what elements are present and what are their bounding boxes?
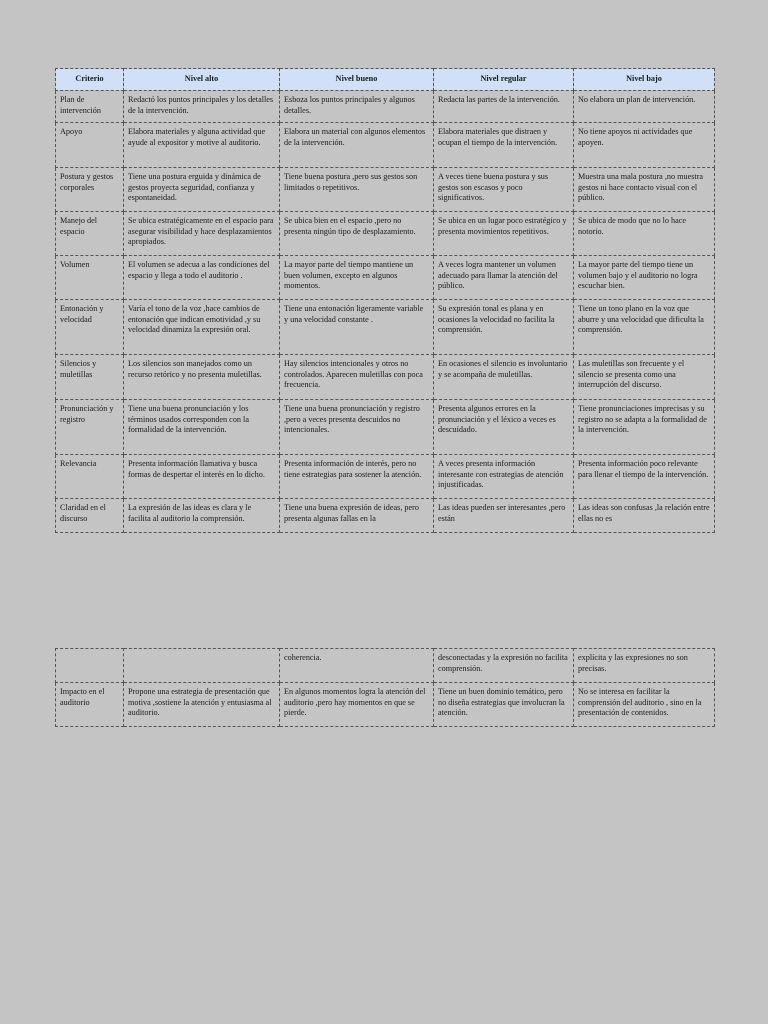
header-row <box>56 69 715 91</box>
table-row <box>56 168 715 212</box>
nivel-bueno-cell: Presenta información de interés, pero no tiene estrategias para sostener la atención. <box>280 455 434 499</box>
criterio-cell: Plan de intervención <box>56 91 124 123</box>
nivel-alto-cell: Los silencios son manejados como un recurso retórico y no presenta muletillas. <box>124 355 280 400</box>
nivel-regular-cell: En ocasiones el silencio es involuntario y se acompaña de muletillas. <box>434 355 574 400</box>
nivel-alto-cell: Tiene una postura erguida y dinámica de gestos proyecta seguridad, confianza y espontaneidad. <box>124 168 280 212</box>
nivel-alto-cell: Tiene una buena pronunciación y los términos usados corresponden con la formalidad de la intervención. <box>124 400 280 455</box>
nivel-bajo-cell: Las muletillas son frecuente y el silencio se presenta como una interrupción del discurso. <box>574 355 715 400</box>
table-row <box>56 355 715 400</box>
criterio-cell: Pronunciación y registro <box>56 400 124 455</box>
nivel-bajo-cell: No se interesa en facilitar la comprensión del auditorio , sino en la presentación de contenidos. <box>574 683 715 727</box>
nivel-regular-cell: A veces presenta información interesante con estrategias de atención injustificadas. <box>434 455 574 499</box>
nivel-regular-cell: Se ubica en un lugar poco estratégico y presenta movimientos repetitivos. <box>434 212 574 256</box>
criterio-cell: Entonación y velocidad <box>56 300 124 355</box>
nivel-bajo-cell: La mayor parte del tiempo tiene un volumen bajo y el auditorio no logra escuchar bien. <box>574 256 715 300</box>
nivel-bajo-cell: explícita y las expresiones no son precisas. <box>574 649 715 683</box>
nivel-alto-cell: Presenta información llamativa y busca formas de despertar el interés en lo dicho. <box>124 455 280 499</box>
nivel-bueno-cell: Tiene una entonación ligeramente variable y una velocidad constante . <box>280 300 434 355</box>
nivel-bueno-cell: Tiene una buena expresión de ideas, pero presenta algunas fallas en la <box>280 499 434 533</box>
nivel-alto-cell: Redactó los puntos principales y los detalles de la intervención. <box>124 91 280 123</box>
table-row <box>56 683 715 727</box>
nivel-bajo-cell: Tiene un tono plano en la voz que aburre y una velocidad que dificulta la comprensión. <box>574 300 715 355</box>
nivel-alto-cell: La expresión de las ideas es clara y le facilita al auditorio la comprensión. <box>124 499 280 533</box>
nivel-alto-cell: Se ubica estratégicamente en el espacio para asegurar visibilidad y hace desplazamientos apropiados. <box>124 212 280 256</box>
criterio-cell: Volumen <box>56 256 124 300</box>
nivel-regular-cell: Redacta las partes de la intervención. <box>434 91 574 123</box>
table-row <box>56 212 715 256</box>
criterio-cell: Relevancia <box>56 455 124 499</box>
rubric-table <box>55 68 715 533</box>
header-nivel-alto: Nivel alto <box>124 69 280 91</box>
nivel-bajo-cell: Las ideas son confusas ,la relación entre ellas no es <box>574 499 715 533</box>
table-row <box>56 123 715 168</box>
header-nivel-bueno: Nivel bueno <box>280 69 434 91</box>
nivel-bajo-cell: Presenta información poco relevante para llenar el tiempo de la intervención. <box>574 455 715 499</box>
nivel-bueno-cell: Se ubica bien en el espacio ,pero no presenta ningún tipo de desplazamiento. <box>280 212 434 256</box>
header-nivel-bajo: Nivel bajo <box>574 69 715 91</box>
nivel-alto-cell: Elabora materiales y alguna actividad que ayude al expositor y motive al auditorio. <box>124 123 280 168</box>
nivel-regular-cell: A veces tiene buena postura y sus gestos son escasos y poco significativos. <box>434 168 574 212</box>
table-row <box>56 91 715 123</box>
criterio-cell: Postura y gestos corporales <box>56 168 124 212</box>
nivel-bajo-cell: Tiene pronunciaciones imprecisas y su registro no se adapta a la formalidad de la intervención. <box>574 400 715 455</box>
nivel-bajo-cell: Se ubica de modo que no lo hace notorio. <box>574 212 715 256</box>
nivel-regular-cell: Elabora materiales que distraen y ocupan el tiempo de la intervención. <box>434 123 574 168</box>
nivel-alto-cell: Propone una estrategia de presentación que motiva ,sostiene la atención y entusiasma al auditorio. <box>124 683 280 727</box>
table-row <box>56 400 715 455</box>
nivel-regular-cell: Tiene un buen dominio temático, pero no diseña estrategias que involucran la atención. <box>434 683 574 727</box>
criterio-cell <box>56 649 124 683</box>
nivel-bajo-cell: Muestra una mala postura ,no muestra gestos ni hace contacto visual con el público. <box>574 168 715 212</box>
table-row <box>56 649 715 683</box>
nivel-alto-cell <box>124 649 280 683</box>
nivel-bueno-cell: Tiene buena postura ,pero sus gestos son limitados o repetitivos. <box>280 168 434 212</box>
criterio-cell: Impacto en el auditorio <box>56 683 124 727</box>
nivel-bueno-cell: La mayor parte del tiempo mantiene un buen volumen, excepto en algunos momentos. <box>280 256 434 300</box>
nivel-alto-cell: El volumen se adecua a las condiciones del espacio y llega a todo el auditorio . <box>124 256 280 300</box>
nivel-bajo-cell: No elabora un plan de intervención. <box>574 91 715 123</box>
criterio-cell: Silencios y muletillas <box>56 355 124 400</box>
header-criterio: Criterio <box>56 69 124 91</box>
rubric-table-continuation <box>55 648 715 727</box>
nivel-bueno-cell: Hay silencios intencionales y otros no controlados. Aparecen muletillas con poca frecuencia. <box>280 355 434 400</box>
nivel-regular-cell: Las ideas pueden ser interesantes ,pero están <box>434 499 574 533</box>
nivel-regular-cell: Presenta algunos errores en la pronunciación y el léxico a veces es descuidado. <box>434 400 574 455</box>
nivel-alto-cell: Varía el tono de la voz ,hace cambios de entonación que indican emotividad ,y su velocidad dinamiza la expresión oral. <box>124 300 280 355</box>
nivel-bueno-cell: Tiene una buena pronunciación y registro ,pero a veces presenta descuidos no intencionales. <box>280 400 434 455</box>
table-row <box>56 455 715 499</box>
nivel-regular-cell: desconectadas y la expresión no facilita comprensión. <box>434 649 574 683</box>
criterio-cell: Manejo del espacio <box>56 212 124 256</box>
nivel-regular-cell: A veces logra mantener un volumen adecuado para llamar la atención del público. <box>434 256 574 300</box>
table-row <box>56 256 715 300</box>
nivel-bueno-cell: Elabora un material con algunos elementos de la intervención. <box>280 123 434 168</box>
nivel-bueno-cell: Esboza los puntos principales y algunos detalles. <box>280 91 434 123</box>
criterio-cell: Apoyo <box>56 123 124 168</box>
table-row <box>56 499 715 533</box>
nivel-bajo-cell: No tiene apoyos ni actividades que apoyen. <box>574 123 715 168</box>
table-row <box>56 300 715 355</box>
criterio-cell: Claridad en el discurso <box>56 499 124 533</box>
header-nivel-regular: Nivel regular <box>434 69 574 91</box>
nivel-bueno-cell: En algunos momentos logra la atención del auditorio ,pero hay momentos en que se pierde. <box>280 683 434 727</box>
nivel-regular-cell: Su expresión tonal es plana y en ocasiones la velocidad no facilita la comprensión. <box>434 300 574 355</box>
nivel-bueno-cell: coherencia. <box>280 649 434 683</box>
